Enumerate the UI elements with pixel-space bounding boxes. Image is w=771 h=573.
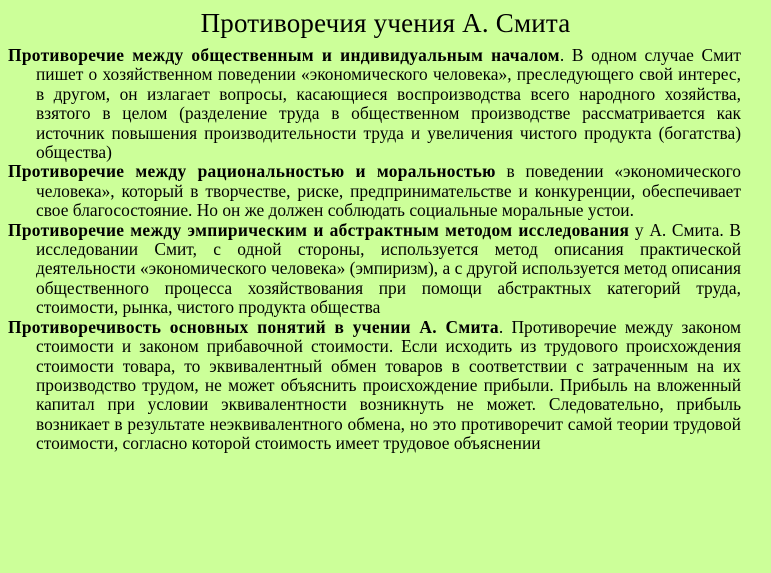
slide-body — [8, 46, 741, 454]
paragraph-empirical-vs-abstract — [8, 221, 741, 318]
paragraph-text: в поведении «экономического человека», который в творчестве, риске, предпринимательстве и конкуренции, обеспечивает свое благосостояние. Но он же должен соблюдать социальные моральные устои. — [36, 161, 741, 221]
paragraph-text: . Противоречие между законом стоимости и законом прибавочной стоимости. Если исходить из трудового происхождения стоимости товара, то эквивалентный обмен товаров в соответствии с затраченным на их производство трудом, не может объяснить происхождение прибыли. Прибыль на вложенный капитал при условии эквивалентности возникнуть не может. Следовательно, прибыль возникает в результате неэквивалентного обмена, но это противоречит самой теории трудовой стоимости, согласно которой стоимость имеет трудовое объяснении — [36, 316, 741, 454]
paragraph-text: . В одном случае Смит пишет о хозяйственном поведении «экономического человека», преследующего свой интерес, в другом, он излагает вопросы, касающиеся воспроизводства всего народного хозяйства, взятого в целом (разделение труда в общественном производстве рассматривается как источник повышения производительности труда и увеличения чистого продукта (богатства) общества) — [36, 45, 742, 163]
paragraph-basic-concepts — [8, 318, 741, 454]
paragraph-rationality-vs-morality — [8, 162, 741, 220]
paragraph-lead: Противоречие между эмпирическим и абстрактным методом исследования — [8, 219, 630, 240]
paragraph-text: у А. Смита. В исследовании Смит, с одной стороны, используется метод описания практической деятельности «экономического человека» (эмпиризм), а с другой используется метод описания общественного процесса хозяйствования при помощи абстрактных категорий труда, стоимости, рынка, чистого продукта общества — [36, 219, 741, 318]
slide-title: Противоречия учения А. Смита — [200, 8, 571, 38]
paragraph-individual-vs-social — [8, 46, 741, 162]
paragraph-lead: Противоречие между общественным и индивидуальным началом — [8, 45, 560, 65]
paragraph-lead: Противоречивость основных понятий в учении А. Смита — [8, 316, 499, 337]
paragraph-lead: Противоречие между рациональностью и моральностью — [8, 161, 496, 182]
